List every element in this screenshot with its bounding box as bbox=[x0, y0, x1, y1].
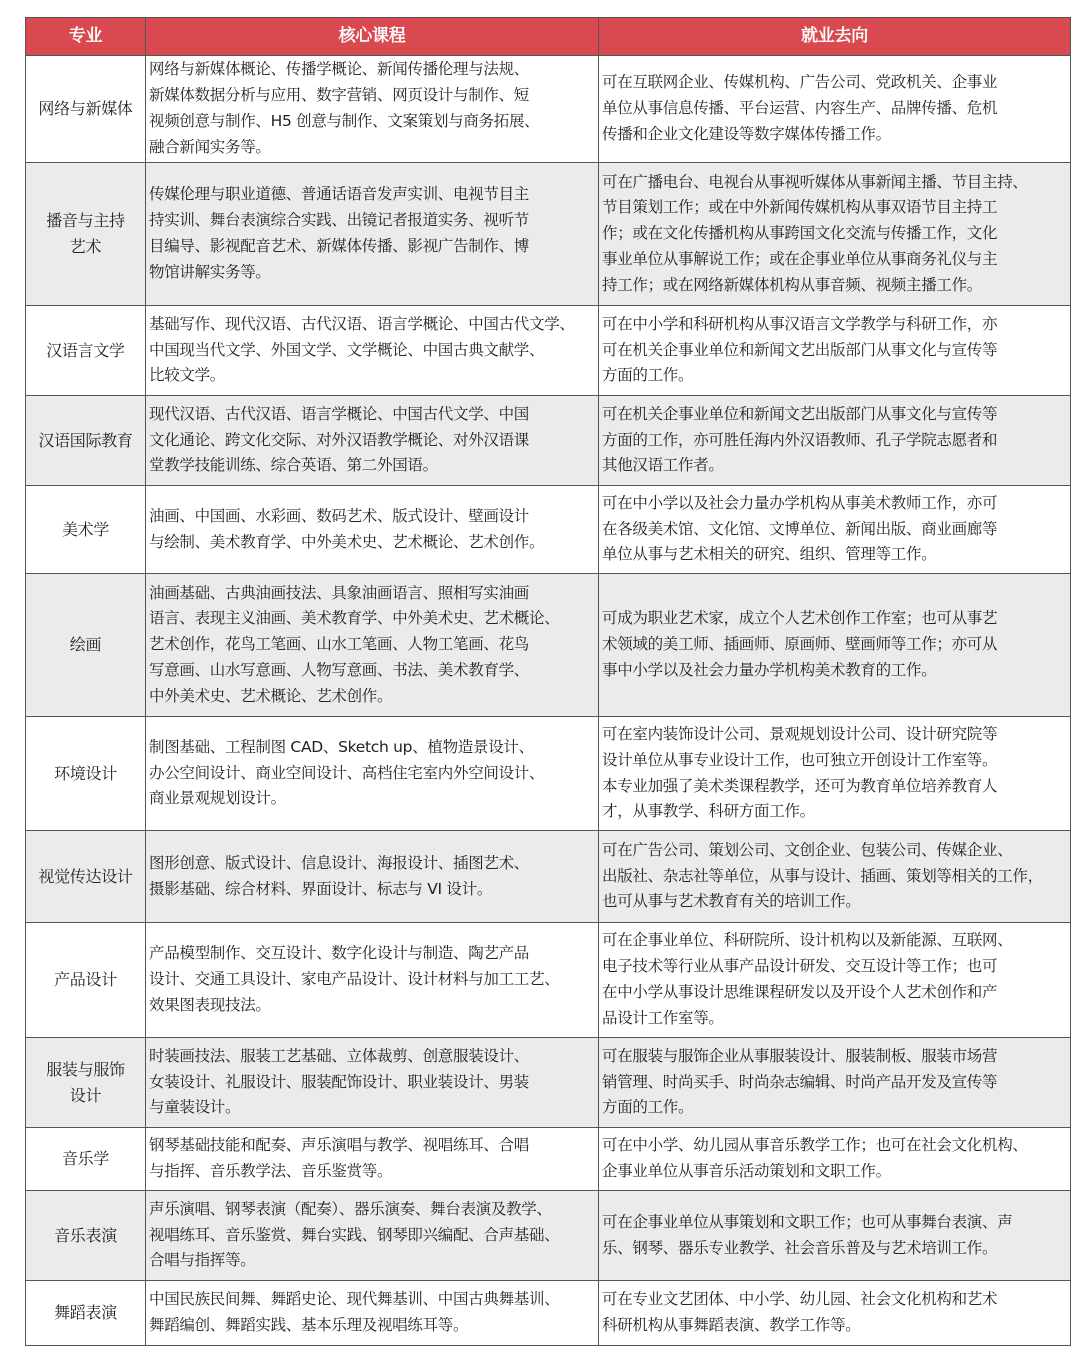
courses-cell: 现代汉语、古代汉语、语言学概论、中国古代文学、中国 文化通论、跨文化交际、对外汉语教学概论、对外汉语课 堂教学技能训练、综合英语、第二外国语。 bbox=[146, 396, 599, 486]
major-cell: 舞蹈表演 bbox=[26, 1281, 146, 1346]
table-row bbox=[26, 1128, 1071, 1191]
careers-cell: 可在机关企事业单位和新闻文艺出版部门从事文化与宣传等 方面的工作，亦可胜任海内外汉语教师、孔子学院志愿者和 其他汉语工作者。 bbox=[599, 396, 1071, 486]
major-cell: 美术学 bbox=[26, 486, 146, 574]
table-row bbox=[26, 831, 1071, 923]
major-cell: 视觉传达设计 bbox=[26, 831, 146, 923]
header-careers: 就业去向 bbox=[599, 18, 1071, 56]
majors-table bbox=[25, 17, 1071, 1346]
careers-cell: 可在互联网企业、传媒机构、广告公司、党政机关、企事业 单位从事信息传播、平台运营、内容生产、品牌传播、危机 传播和企业文化建设等数字媒体传播工作。 bbox=[599, 56, 1071, 163]
careers-cell: 可在企事业单位、科研院所、设计机构以及新能源、互联网、 电子技术等行业从事产品设计研发、交互设计等工作；也可 在中小学从事设计思维课程研发以及开设个人艺术创作和产 品设计工作室等。 bbox=[599, 923, 1071, 1038]
major-cell: 音乐学 bbox=[26, 1128, 146, 1191]
table-row bbox=[26, 306, 1071, 396]
courses-cell: 中国民族民间舞、舞蹈史论、现代舞基训、中国古典舞基训、 舞蹈编创、舞蹈实践、基本乐理及视唱练耳等。 bbox=[146, 1281, 599, 1346]
careers-cell: 可成为职业艺术家，成立个人艺术创作工作室；也可从事艺 术领域的美工师、插画师、原画师、壁画师等工作；亦可从 事中小学以及社会力量办学机构美术教育的工作。 bbox=[599, 574, 1071, 717]
careers-cell: 可在服装与服饰企业从事服装设计、服装制板、服装市场营 销管理、时尚买手、时尚杂志编辑、时尚产品开发及宣传等 方面的工作。 bbox=[599, 1038, 1071, 1128]
header-courses: 核心课程 bbox=[146, 18, 599, 56]
courses-cell: 声乐演唱、钢琴表演（配奏）、器乐演奏、舞台表演及教学、 视唱练耳、音乐鉴赏、舞台实践、钢琴即兴编配、合声基础、 合唱与指挥等。 bbox=[146, 1191, 599, 1281]
courses-cell: 油画、中国画、水彩画、数码艺术、版式设计、壁画设计 与绘制、美术教育学、中外美术史、艺术概论、艺术创作。 bbox=[146, 486, 599, 574]
major-cell: 绘画 bbox=[26, 574, 146, 717]
courses-cell: 传媒伦理与职业道德、普通话语音发声实训、电视节目主 持实训、舞台表演综合实践、出镜记者报道实务、视听节 目编导、影视配音艺术、新媒体传播、影视广告制作、博 物馆讲解实务等。 bbox=[146, 163, 599, 306]
table-row bbox=[26, 1281, 1071, 1346]
major-cell: 汉语言文学 bbox=[26, 306, 146, 396]
careers-cell: 可在专业文艺团体、中小学、幼儿园、社会文化机构和艺术 科研机构从事舞蹈表演、教学工作等。 bbox=[599, 1281, 1071, 1346]
table-row bbox=[26, 396, 1071, 486]
courses-cell: 钢琴基础技能和配奏、声乐演唱与教学、视唱练耳、合唱 与指挥、音乐教学法、音乐鉴赏等。 bbox=[146, 1128, 599, 1191]
careers-cell: 可在中小学、幼儿园从事音乐教学工作；也可在社会文化机构、 企事业单位从事音乐活动策划和文职工作。 bbox=[599, 1128, 1071, 1191]
table-row bbox=[26, 1191, 1071, 1281]
major-cell: 产品设计 bbox=[26, 923, 146, 1038]
table-row bbox=[26, 717, 1071, 831]
courses-cell: 网络与新媒体概论、传播学概论、新闻传播伦理与法规、 新媒体数据分析与应用、数字营销、网页设计与制作、短 视频创意与制作、H5 创意与制作、文案策划与商务拓展、 融合新闻实务等。 bbox=[146, 56, 599, 163]
courses-cell: 制图基础、工程制图 CAD、Sketch up、植物造景设计、 办公空间设计、商业空间设计、高档住宅室内外空间设计、 商业景观规划设计。 bbox=[146, 717, 599, 831]
table-row bbox=[26, 574, 1071, 717]
major-cell: 服装与服饰 设计 bbox=[26, 1038, 146, 1128]
courses-cell: 基础写作、现代汉语、古代汉语、语言学概论、中国古代文学、 中国现当代文学、外国文学、文学概论、中国古典文献学、 比较文学。 bbox=[146, 306, 599, 396]
careers-cell: 可在广播电台、电视台从事视听媒体从事新闻主播、节目主持、 节目策划工作；或在中外新闻传媒机构从事双语节目主持工 作；或在文化传播机构从事跨国文化交流与传播工作，文化 事业单位从事解说工作；或在企事业单位从事商务礼仪与主 持工作；或在网络新媒体机构从事音频、视频主播工作。 bbox=[599, 163, 1071, 306]
courses-cell: 油画基础、古典油画技法、具象油画语言、照相写实油画 语言、表现主义油画、美术教育学、中外美术史、艺术概论、 艺术创作，花鸟工笔画、山水工笔画、人物工笔画、花鸟 写意画、山水写意画、人物写意画、书法、美术教育学、 中外美术史、艺术概论、艺术创作。 bbox=[146, 574, 599, 717]
table-row bbox=[26, 923, 1071, 1038]
table-row bbox=[26, 163, 1071, 306]
major-cell: 环境设计 bbox=[26, 717, 146, 831]
header-major: 专业 bbox=[26, 18, 146, 56]
table-row bbox=[26, 56, 1071, 163]
courses-cell: 图形创意、版式设计、信息设计、海报设计、插图艺术、 摄影基础、综合材料、界面设计、标志与 VI 设计。 bbox=[146, 831, 599, 923]
careers-cell: 可在企事业单位从事策划和文职工作；也可从事舞台表演、声 乐、钢琴、器乐专业教学、社会音乐普及与艺术培训工作。 bbox=[599, 1191, 1071, 1281]
careers-cell: 可在室内装饰设计公司、景观规划设计公司、设计研究院等 设计单位从事专业设计工作，也可独立开创设计工作室等。 本专业加强了美术类课程教学，还可为教育单位培养教育人 才，从事教学、科研方面工作。 bbox=[599, 717, 1071, 831]
table-row bbox=[26, 1038, 1071, 1128]
major-cell: 汉语国际教育 bbox=[26, 396, 146, 486]
major-cell: 播音与主持 艺术 bbox=[26, 163, 146, 306]
courses-cell: 时装画技法、服装工艺基础、立体裁剪、创意服装设计、 女装设计、礼服设计、服装配饰设计、职业装设计、男装 与童装设计。 bbox=[146, 1038, 599, 1128]
table-row bbox=[26, 486, 1071, 574]
careers-cell: 可在中小学和科研机构从事汉语言文学教学与科研工作，亦 可在机关企事业单位和新闻文艺出版部门从事文化与宣传等 方面的工作。 bbox=[599, 306, 1071, 396]
courses-cell: 产品模型制作、交互设计、数字化设计与制造、陶艺产品 设计、交通工具设计、家电产品设计、设计材料与加工工艺、 效果图表现技法。 bbox=[146, 923, 599, 1038]
major-cell: 网络与新媒体 bbox=[26, 56, 146, 163]
careers-cell: 可在广告公司、策划公司、文创企业、包装公司、传媒企业、 出版社、杂志社等单位，从事与设计、插画、策划等相关的工作， 也可从事与艺术教育有关的培训工作。 bbox=[599, 831, 1071, 923]
table-header bbox=[26, 18, 1071, 56]
major-cell: 音乐表演 bbox=[26, 1191, 146, 1281]
careers-cell: 可在中小学以及社会力量办学机构从事美术教师工作，亦可 在各级美术馆、文化馆、文博单位、新闻出版、商业画廊等 单位从事与艺术相关的研究、组织、管理等工作。 bbox=[599, 486, 1071, 574]
